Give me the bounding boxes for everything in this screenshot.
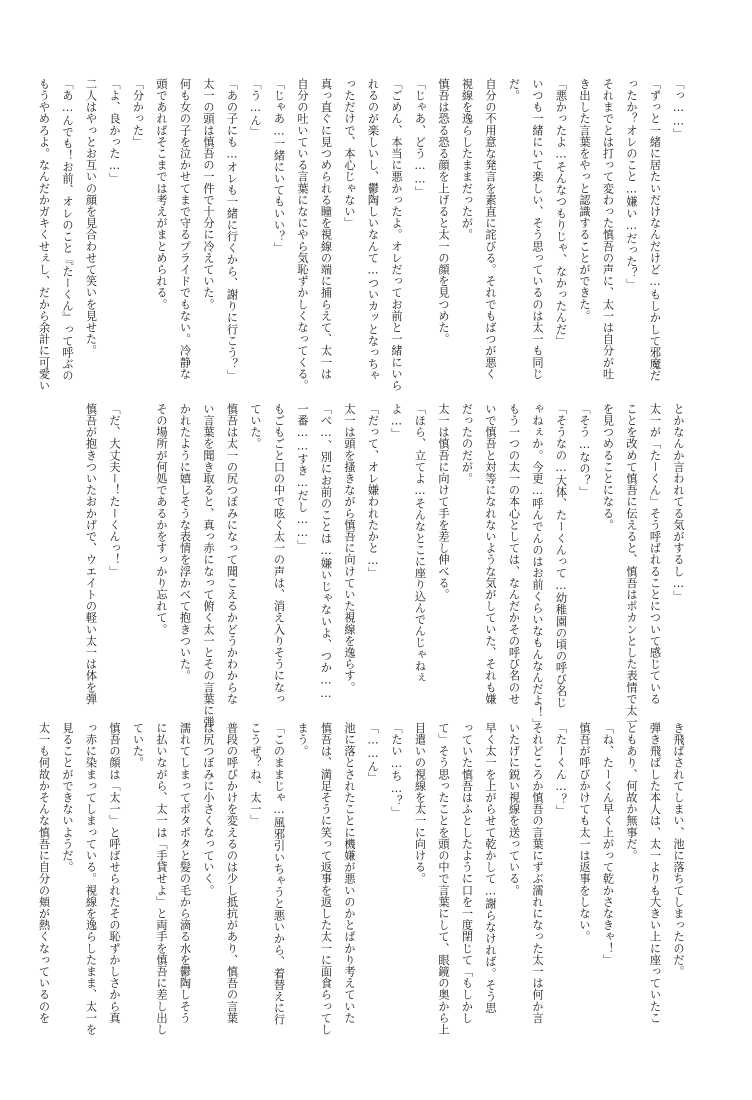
- text-line: 一番……すき…だし……」: [296, 403, 309, 552]
- text-line: 「……ん」: [366, 722, 380, 784]
- text-line: 見ることができないようだ。: [61, 722, 74, 873]
- text-line: れるのが楽しいし、鬱陶しいなんて…ついカッとなっちゃ: [366, 78, 380, 382]
- text-line: き出した言葉をやっと認識することができた。: [578, 78, 591, 322]
- text-line: かれたように嬉しそうな表情を浮かべて抱きついた。: [178, 403, 192, 682]
- text-line: 「そうなの…大体、たーくんって…幼稚園の頃の呼び名じ: [554, 403, 568, 709]
- text-line: ていた。: [249, 403, 262, 450]
- text-line: 「そう…なの？」: [578, 403, 591, 498]
- text-line: 太一も何故かそんな慎吾に自分の頬が熱くなっているのを: [37, 722, 51, 1024]
- text-line: を見つめることになる。: [601, 403, 615, 531]
- text-line: 真っ直ぐに見つめられる瞳を視線の端に捕らえて、太一は: [319, 78, 333, 380]
- text-line: 太一の頭は慎吾の一件で十分に冷えていた。: [202, 78, 215, 310]
- text-line: いで慎吾と対等になれないような気がしていた、それも嫌: [484, 403, 497, 705]
- text-line: もうやめろよ。なんだかガキくせぇし、だから余計に可愛い: [37, 78, 51, 392]
- text-line: その場所が何処であるかをすっかり忘れて。: [155, 403, 168, 635]
- text-line: 「じゃあ…一緒にいてもいい？」: [272, 78, 286, 254]
- text-line: 「分かった」: [131, 78, 145, 148]
- text-line: 「ほら、立てよ…そんなとこに座り込んでんじゃねぇ: [413, 403, 427, 684]
- text-line: に払いながら、太一は「手貸せよ」と両手を慎吾に差し出し: [155, 722, 168, 1036]
- text-line: ともあり、何故か無事だ。: [625, 722, 638, 862]
- text-line: 自分の不用意な発言を素直に詫びる。それでもばつが悪く: [484, 78, 497, 380]
- text-line: 「っ……」: [672, 78, 685, 140]
- text-line: 「あ…んでも！お前、オレのこと『たーくん』って呼ぶの: [61, 78, 74, 382]
- text-line: 「悪かったよ…そんなつもりじゃ、なかったんだ」: [554, 78, 568, 347]
- text-line: 濡れてしまってポタポタと髪の毛から滴る水を鬱陶しそう: [178, 722, 192, 1024]
- text-line: いたげに鋭い視線を送っている。: [507, 722, 521, 896]
- text-line: 「だ、大丈夫ー！たーくんっ！」: [108, 403, 121, 577]
- text-line: 太一は慎吾に向けて手を差し伸べる。: [437, 403, 450, 601]
- text-line: まう。: [296, 722, 309, 757]
- text-line: 「たーくん…？」: [554, 722, 568, 817]
- text-line: 「ごめん、本当に悪かったよ。オレだってお前と一緒にいら: [390, 78, 403, 392]
- text-line: 「このままじゃ…風邪引いちゃうと悪いから、着替えに行: [272, 722, 286, 1026]
- text-line: 太一が「たーくん」そう呼ばれることについて感じている: [648, 403, 662, 705]
- text-line: だ。: [507, 78, 521, 102]
- text-line: 自分の吐いている言葉になにやら気恥ずかしくなってくる。: [296, 78, 309, 392]
- text-line: とかなんか言われてる気がするし…」: [672, 403, 685, 602]
- text-line: [126, 403, 150, 693]
- text-line: ことを改めて慎吾に伝えると、慎吾はポカンとした表情で太一: [625, 403, 638, 728]
- text-line: 慎吾の顔は「太一」と呼ばせられたその恥ずかしさから真: [108, 722, 121, 1024]
- text-line: もう一つの太一の本心としては、なんだかその呼び名のせ: [507, 403, 521, 705]
- text-line: それまでとは打って変わった慎吾の声に、太一は自分が吐: [601, 78, 615, 380]
- text-line: 普段の呼びかけを変えるのは少し抵抗があり、慎吾の言葉: [225, 722, 239, 1024]
- text-line: き飛ばされてしまい、池に落ちてしまったのだ。: [672, 722, 685, 978]
- text-line: ていた。: [131, 722, 145, 769]
- text-line: 慎吾は太一の尻つぼみになって聞こえるかどうかわからな: [225, 403, 239, 705]
- text-line: こうぜ？ね、太一」: [249, 722, 262, 827]
- text-line: 「ね、たーくん早く上がって乾かさなきゃ！」: [601, 722, 615, 966]
- text-line: 視線を逸らしたままだったが。: [460, 78, 474, 241]
- text-line: 「ずっと一緒に居たいだけなんだけど…もしかして邪魔だ: [648, 78, 662, 382]
- text-line: 「だって、オレ嫌われたかと…」: [366, 403, 380, 579]
- text-line: 目遣いの視線を太一に向ける。: [413, 722, 427, 885]
- text-line: 弾き飛ばした本人は、太一よりも大きい上に座っていたこ: [648, 722, 662, 1024]
- text-line: 池に落とされたことに機嫌が悪いのかとばかり考えていた: [343, 722, 356, 1024]
- text-line: よ…」: [390, 403, 403, 440]
- text-line: は尻つぼみに小さくなっていく。: [202, 722, 215, 896]
- text-line: 二人はやっとお互いの顔を見合わせて笑いを見せた。: [84, 78, 98, 357]
- text-line: 慎吾は恐る恐る顔を上げると太一の顔を見つめた。: [437, 78, 450, 345]
- text-line: 「べ…、別にお前のことは…嫌いじゃないよ、つか……: [319, 403, 333, 701]
- text-line: ゃねぇか。今更…呼んでんのはお前くらいなもんなんだよ！」: [531, 403, 544, 730]
- text-line: っ赤に染まってしまっている。視線を逸らしたまま、太一を: [84, 722, 98, 1036]
- text-line: 「じゃあ、どう……」: [413, 78, 427, 198]
- text-line: 何も女の子を泣かせてまで守るプライドでもない。冷静な: [178, 78, 192, 380]
- text-line: もごもごと口の中で呟く太一の声は、消え入りそうになっ: [272, 403, 286, 705]
- text-line: 慎吾が呼びかけても太一は返事をしない。: [578, 722, 591, 943]
- text-line: 太一は頭を搔きながら慎吾に向けていた視線を逸らす。: [343, 403, 356, 693]
- text-line: だったのだが。: [460, 403, 474, 485]
- text-line: 「う…ん」: [249, 78, 262, 138]
- text-line: ったか？オレのこと…嫌い…だった？」: [625, 78, 638, 291]
- text-line: い言葉を聞き取ると、真っ赤になって俯く太一とその言葉に弾: [202, 403, 215, 728]
- text-line: て」そう思ったことを頭の中で言葉にして、眼鏡の奥から上: [437, 722, 450, 1036]
- text-line: 頭であればそこまでは考えがまとめられる。: [155, 78, 168, 310]
- text-line: っていた慎吾はふとしたように口を一度閉じて「もしかし: [460, 722, 474, 1024]
- text-block-middle: [60, 403, 690, 730]
- text-line: いつも一緒にいて楽しい、そう思っているのは太一も同じ: [531, 78, 544, 380]
- text-line: 「たい…ち…？」: [390, 722, 403, 819]
- text-line: 「あの子にも…オレも一緒に行くから、謝りに行こう？」: [225, 78, 239, 382]
- text-line: 早く太一を上がらせて乾かして…謝らなければ。そう思: [484, 722, 497, 1014]
- text-line: 慎吾は、満足そうに笑って返事を返した太一に面食らってし: [319, 722, 333, 1036]
- text-line: っただけで、本心じゃない」: [343, 78, 356, 229]
- text-line: それどころか慎吾の言葉にずぶ濡れになった太一は何か言: [531, 722, 544, 1024]
- text-block-top: [37, 78, 690, 392]
- text-line: 慎吾が抱きついたおかげで、ウエイトの軽い太一は体を弾: [84, 403, 98, 705]
- text-block-bottom: [37, 722, 690, 1036]
- text-line: 「よ、良かった…」: [108, 78, 121, 185]
